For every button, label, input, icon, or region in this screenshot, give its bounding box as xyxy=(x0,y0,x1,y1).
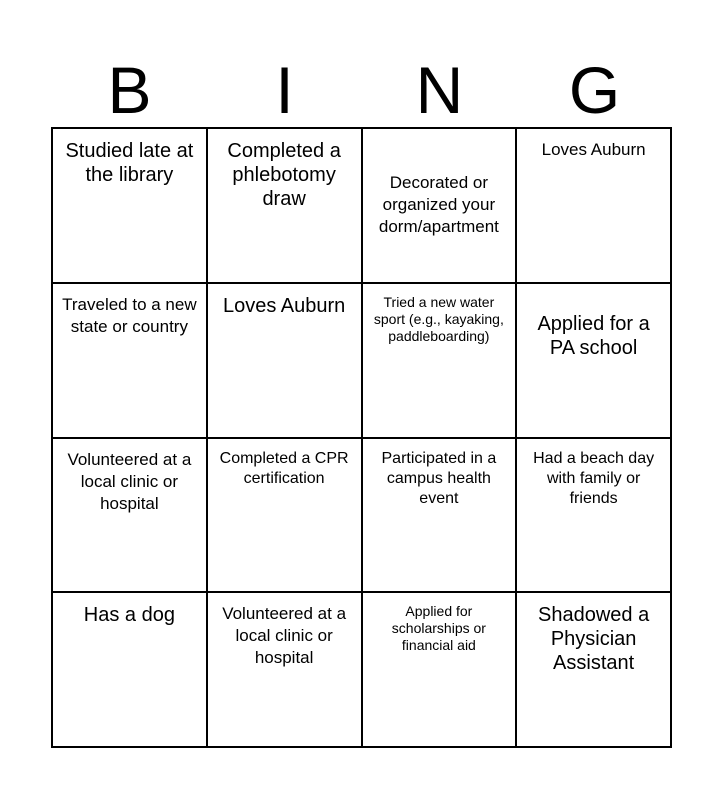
cell-text: Traveled to a new state or country xyxy=(62,294,197,336)
bingo-cell-r2c2[interactable] xyxy=(208,284,363,439)
cell-text: Volunteered at a local clinic or hospital xyxy=(67,449,192,513)
cell-text: Participated in a campus health event xyxy=(381,449,497,507)
cell-text: Studied late at the library xyxy=(65,140,194,186)
header-letter-g: G xyxy=(568,53,621,127)
bingo-cell-r3c4[interactable] xyxy=(517,439,672,594)
bingo-cell-r1c2[interactable] xyxy=(208,129,363,284)
cell-text: Decorated or organized your dorm/apartment xyxy=(378,173,499,237)
bingo-cell-r2c1[interactable] xyxy=(53,284,208,439)
bingo-cell-r4c1[interactable] xyxy=(53,593,208,748)
bingo-cell-r1c4[interactable] xyxy=(517,129,672,284)
header-letter-b: B xyxy=(107,53,152,127)
cell-text: Has a dog xyxy=(83,604,175,627)
cell-text: Completed a phlebotomy draw xyxy=(227,140,341,210)
bingo-header xyxy=(52,52,672,128)
cell-text: Volunteered at a local clinic or hospital xyxy=(222,604,347,668)
cell-text: Shadowed a Physician Assistant xyxy=(538,604,650,675)
cell-text: Tried a new water sport (e.g., kayaking, paddleboarding) xyxy=(373,293,504,344)
bingo-cell-r3c2[interactable] xyxy=(208,439,363,594)
bingo-cell-r4c4[interactable] xyxy=(517,593,672,748)
header-letter-i: I xyxy=(275,53,294,127)
bingo-board xyxy=(51,127,672,748)
cell-text: Applied for scholarships or financial aid xyxy=(391,603,486,654)
cell-text: Loves Auburn xyxy=(222,294,346,317)
bingo-cell-r2c3[interactable] xyxy=(363,284,518,439)
cell-text: Applied for a PA school xyxy=(537,312,650,359)
cell-text: Had a beach day with family or friends xyxy=(533,449,655,507)
bingo-cell-r3c3[interactable] xyxy=(363,439,518,594)
bingo-cell-r4c2[interactable] xyxy=(208,593,363,748)
bingo-cell-r2c4[interactable] xyxy=(517,284,672,439)
header-letter-n: N xyxy=(415,53,464,127)
bingo-cell-r1c1[interactable] xyxy=(53,129,208,284)
cell-text: Loves Auburn xyxy=(541,140,646,159)
bingo-cell-r1c3[interactable] xyxy=(363,129,518,284)
bingo-cell-r4c3[interactable] xyxy=(363,593,518,748)
cell-text: Completed a CPR certification xyxy=(219,449,349,487)
bingo-cell-r3c1[interactable] xyxy=(53,439,208,594)
